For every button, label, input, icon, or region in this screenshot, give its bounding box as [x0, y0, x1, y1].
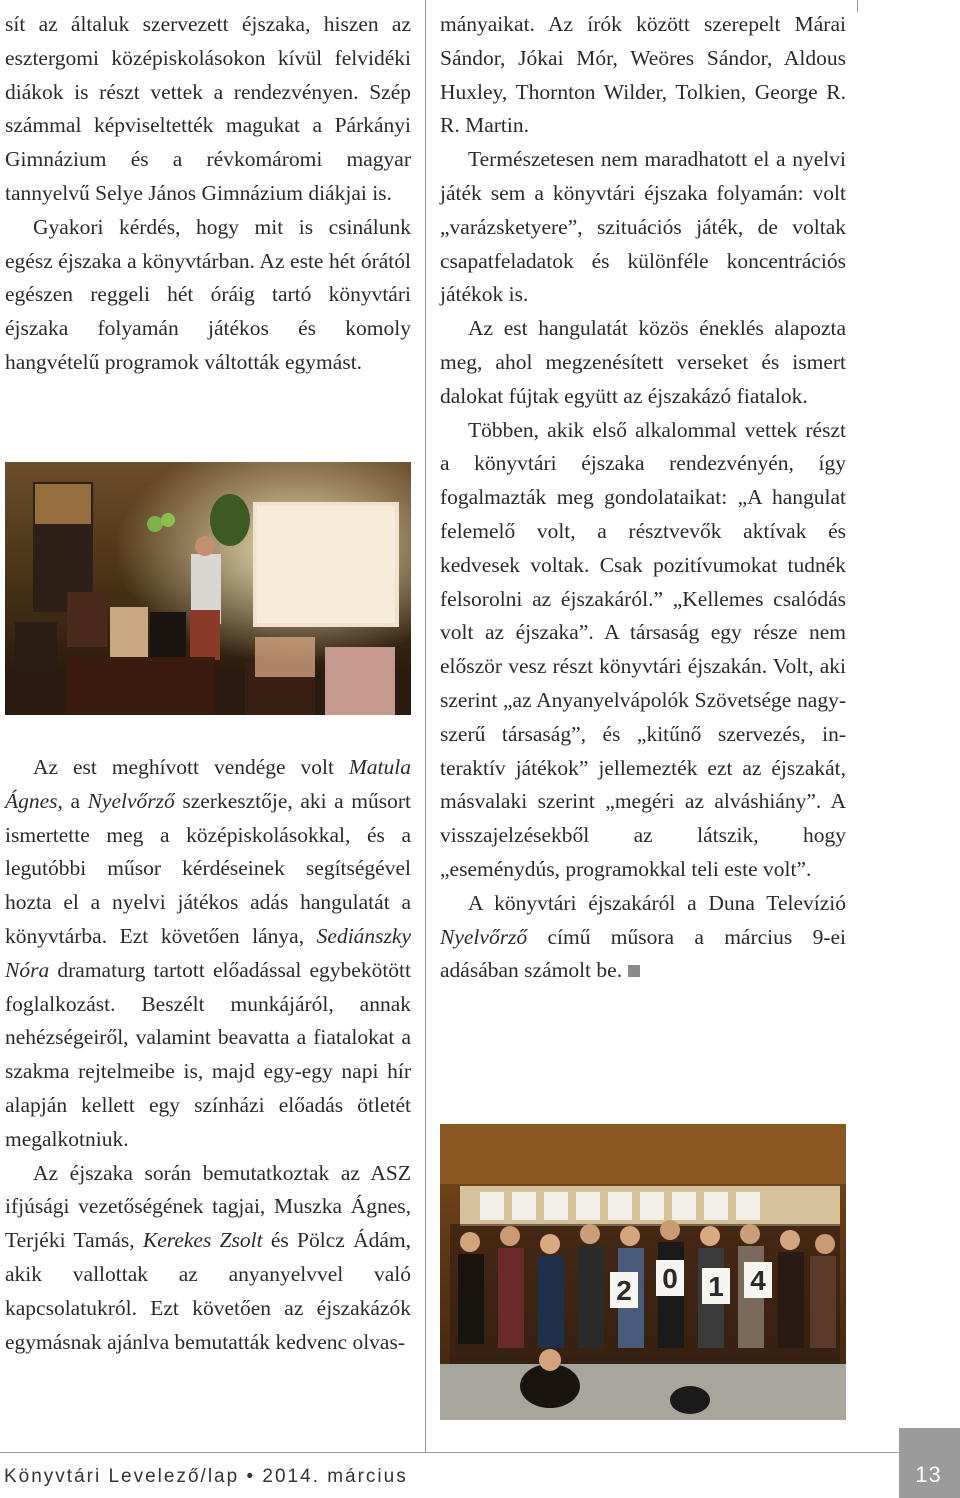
name-matula-agnes: Matula Ágnes,	[5, 755, 411, 813]
title-nyelvorzo: Nyelvőrző	[87, 788, 175, 813]
right-paragraph-2: Természetesen nem maradhatott el a nyelvi játék sem a könyvtári éjszaka folyamán: volt „varázsketyere”, szituációs játék, de voltak csapatfeladatok és különféle koncentrációs játékok is.	[440, 147, 846, 307]
sign-digit-4: 4	[750, 1265, 766, 1296]
footer-rule	[0, 1452, 960, 1453]
title-nyelvorzo: Nyelvőrző	[440, 924, 528, 949]
text-run: szerkesztője, aki a műsort ismertette meg a középiskolásokkal, és a legutóbbi műsor kérdéseinek segítségével hozta el a nyelvi játékos adás hangulatát a könyvtárba. Ezt követően lánya,	[5, 788, 411, 948]
page-number: 13	[915, 1462, 942, 1487]
photo-workshop-audience	[5, 462, 411, 715]
right-paragraph-5	[440, 887, 846, 988]
right-paragraph-4: Többen, akik első alkalommal vettek részt a könyvtári éjszaka rendezvényén, így fogalmazták meg gondolataikat: „A hangulat felemelő volt, a résztvevők aktívak és kedvesek voltak. Csak pozitívumokat tudnék felsorolni az éjszakáról.” „Kellemes csalódás volt az éjszaka”. A társaság egy része nem először vesz részt könyvtári éjszakán. Volt, aki szerint „az Anyanyelvápolók Szövetsége nagyszerű társaság”, és „kitűnő szervezés, interaktív játékok” jellemezték ezt az éjszakát, másvalaki szerint „megéri az alváshiány”. A visszajelzésekből az látszik, hogy „eseménydús, programokkal teli este volt”.	[440, 417, 846, 881]
name-kerekes-zsolt: Kerekes Zsolt	[142, 1228, 263, 1253]
text-run: Az est meghívott vendége volt	[33, 755, 349, 779]
photo-group-2014	[440, 1124, 846, 1420]
left-column-lower	[5, 751, 411, 1359]
left-paragraph-4	[5, 1157, 411, 1360]
left-paragraph-1: sít az általuk szervezett éjszaka, hiszen az esztergomi középiskolásokon kívül felvidéki diákok is részt vettek a rendezvényen. Szép számmal képviseltették magukat a Párkányi Gimnázium és a révkomáromi magyar tannyelvű Selye János Gimnázium diákjai is.	[5, 12, 411, 205]
right-margin-tick	[857, 0, 858, 12]
text-run: című műsora a március 9-ei adásában számolt be.	[440, 924, 846, 983]
sign-digit-2: 2	[616, 1275, 632, 1306]
right-paragraph-1: mányaikat. Az írók között szerepelt Márai Sándor, Jókai Mór, Weöres Sándor, Aldous Huxley, Thornton Wilder, Tolkien, George R. R. Martin.	[440, 12, 846, 138]
text-run: dramaturg tartott előadással egybekötött foglalkozást. Beszélt munkájáról, annak nehézségeiről, valamint beavatta a fiatalokat a szakma rejtelmeibe is, majd egy-egy napi hír alapján kellett egy színházi előadás ötletét megalkotniuk.	[5, 957, 411, 1151]
text-run: és Pölcz Ádám, akik vallottak az anyanyelvvel való kapcsolatukról. Ezt követően az éjszakázók egymásnak ajánlva bemutatták kedvenc olvas-	[5, 1228, 411, 1354]
text-run: Az éjszaka során bemutatkoztak az ASZ ifjúsági vezetőségének tagjai, Muszka Ágnes, Terjéki Tamás,	[5, 1160, 411, 1253]
sign-digit-1: 1	[708, 1271, 724, 1302]
text-run: A könyvtári éjszakáról a Duna Televízió	[468, 890, 846, 915]
left-column	[5, 8, 411, 380]
left-paragraph-2: Gyakori kérdés, hogy mit is csinálunk egész éjszaka a könyvtárban. Az este hét órától egészen reggeli hét óráig tartó könyvtári éjszaka folyamán játékos és komoly hangvételű programok váltották egymást.	[5, 214, 411, 374]
end-of-article-mark	[628, 965, 640, 977]
right-column	[440, 8, 846, 988]
sign-digit-0: 0	[662, 1263, 678, 1294]
footer-publication: Könyvtári Levelező/lap • 2014. március	[4, 1466, 408, 1487]
text-run: a	[62, 788, 88, 813]
left-paragraph-3	[5, 751, 411, 1157]
name-sedianszky-nora: Sediánszky Nóra	[5, 923, 411, 982]
column-divider	[425, 0, 426, 1452]
right-paragraph-3: Az est hangulatát közös éneklés alapozta meg, ahol megzenésített verseket és ismert dalokat fújtak együtt az éjszakázó fiatalok.	[440, 316, 846, 408]
